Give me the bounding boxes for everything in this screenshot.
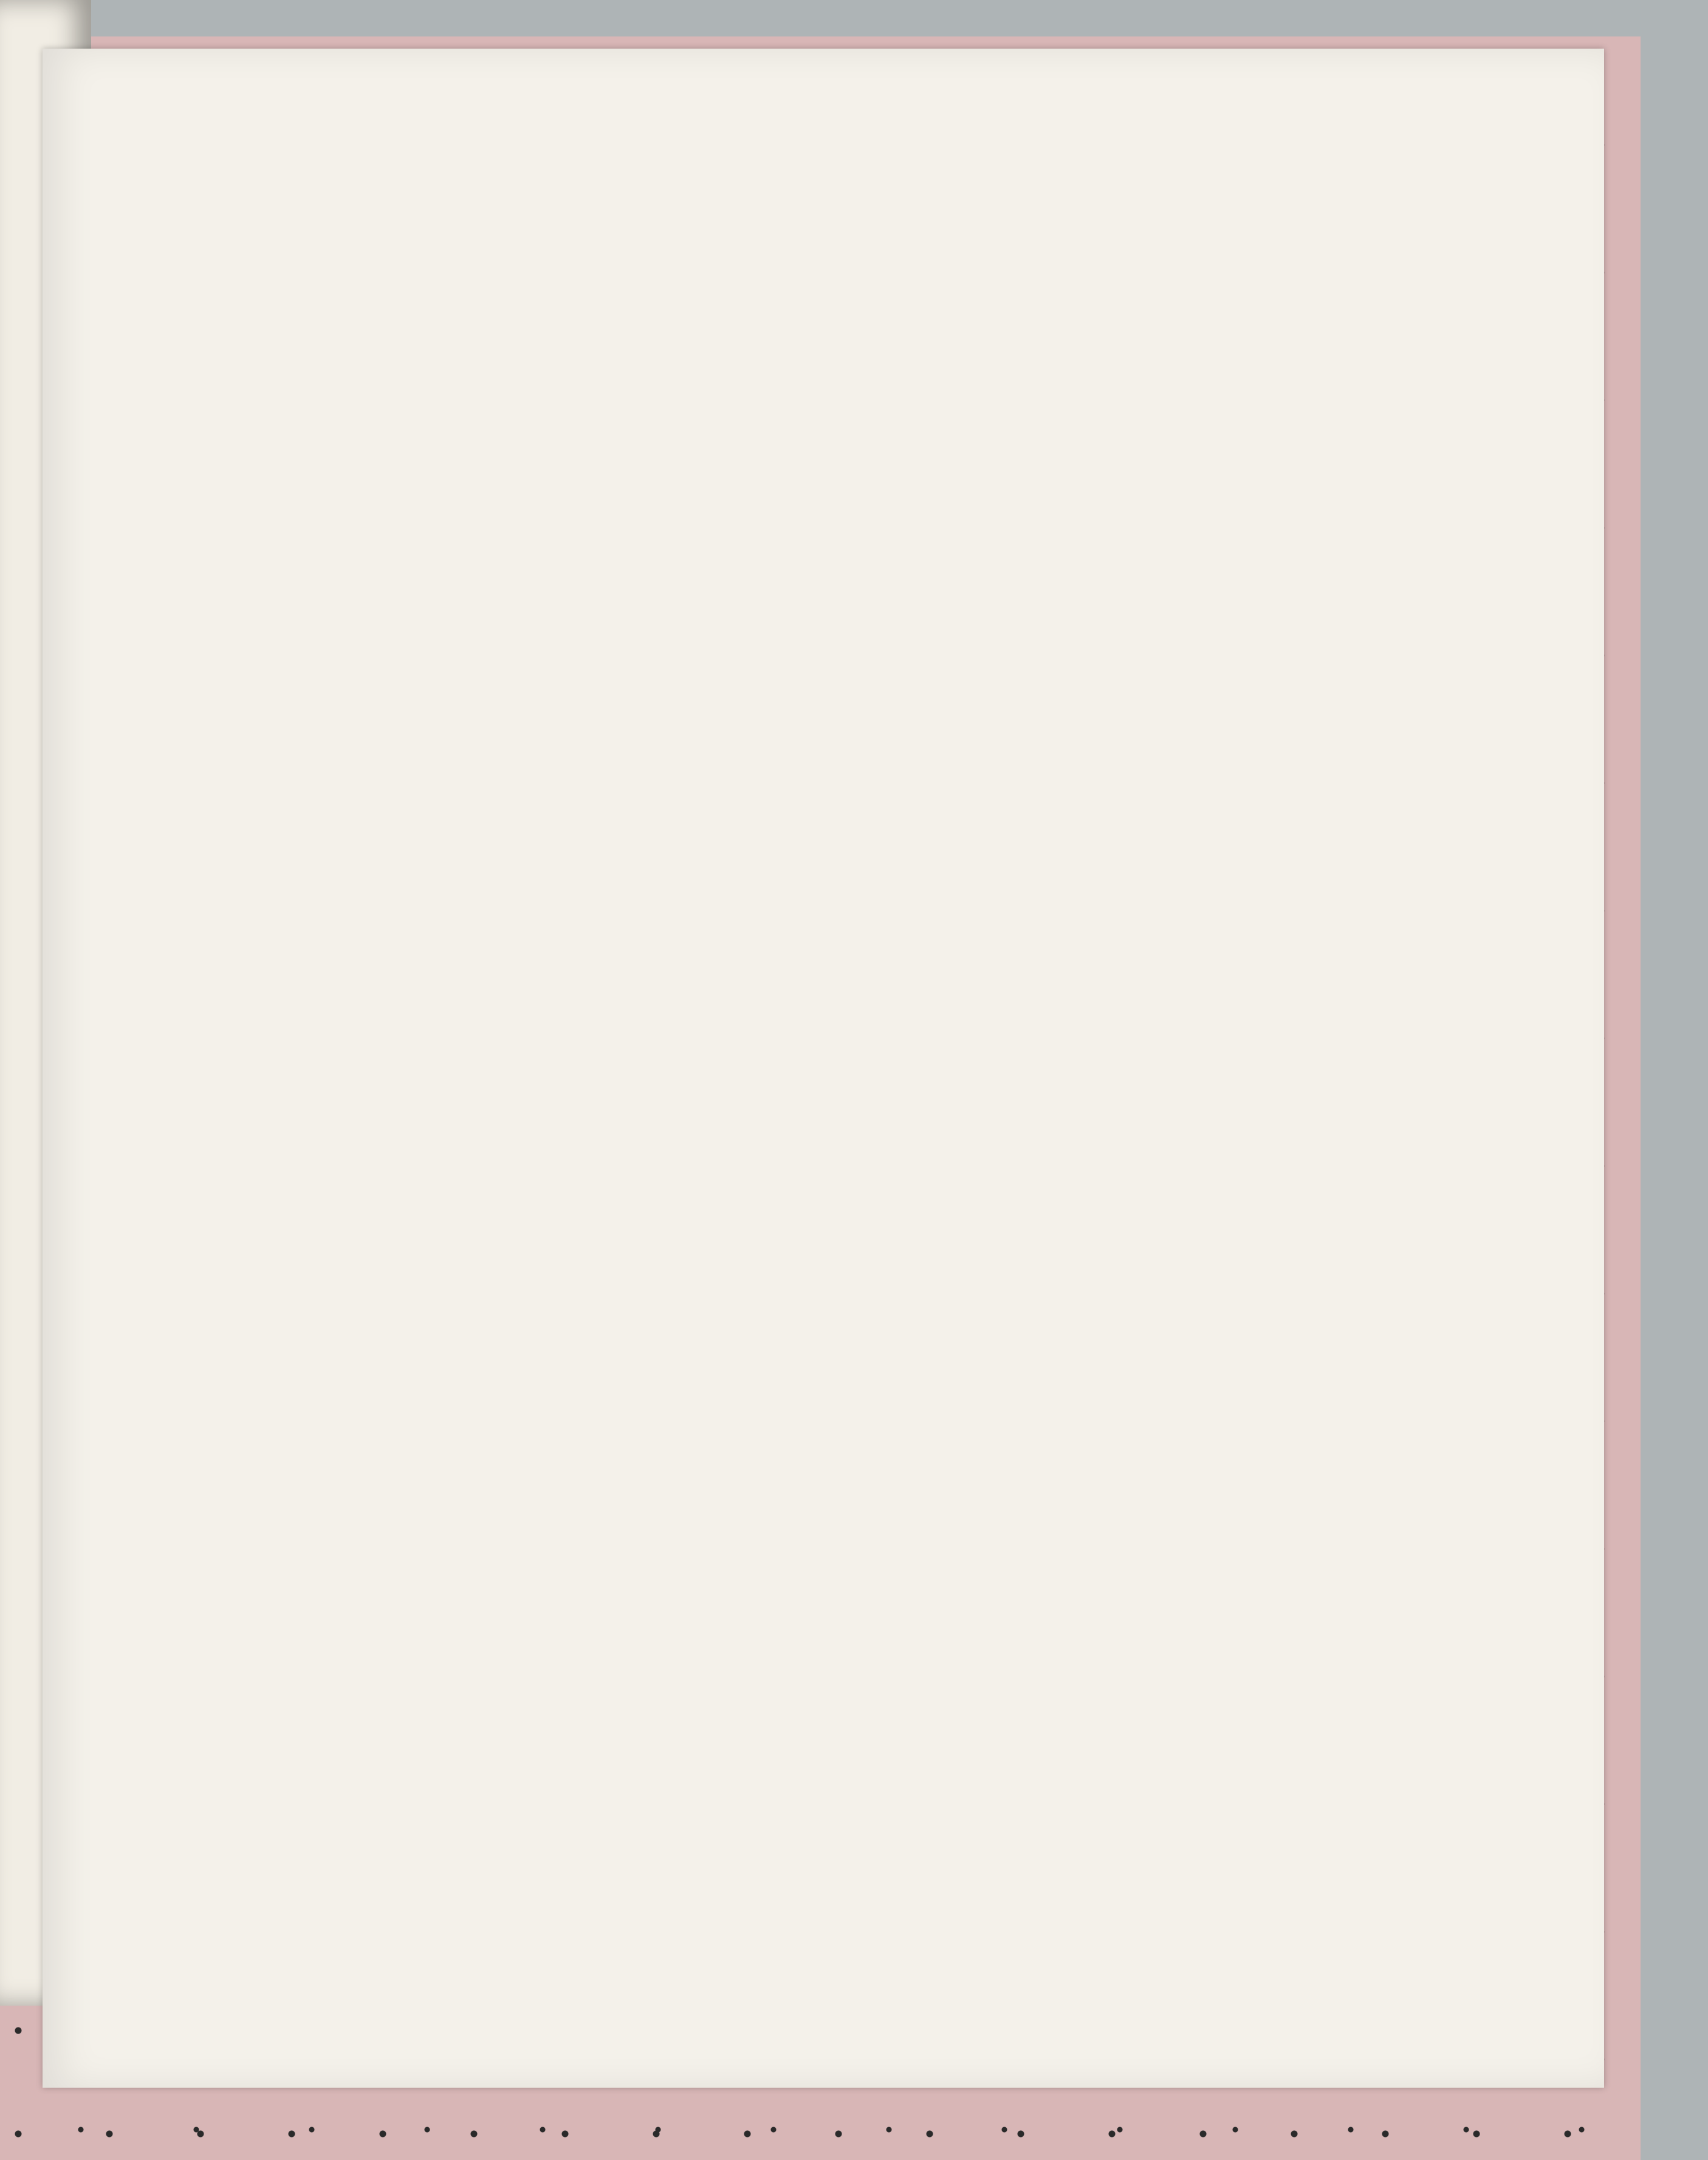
- book-page-right: [43, 49, 1604, 2088]
